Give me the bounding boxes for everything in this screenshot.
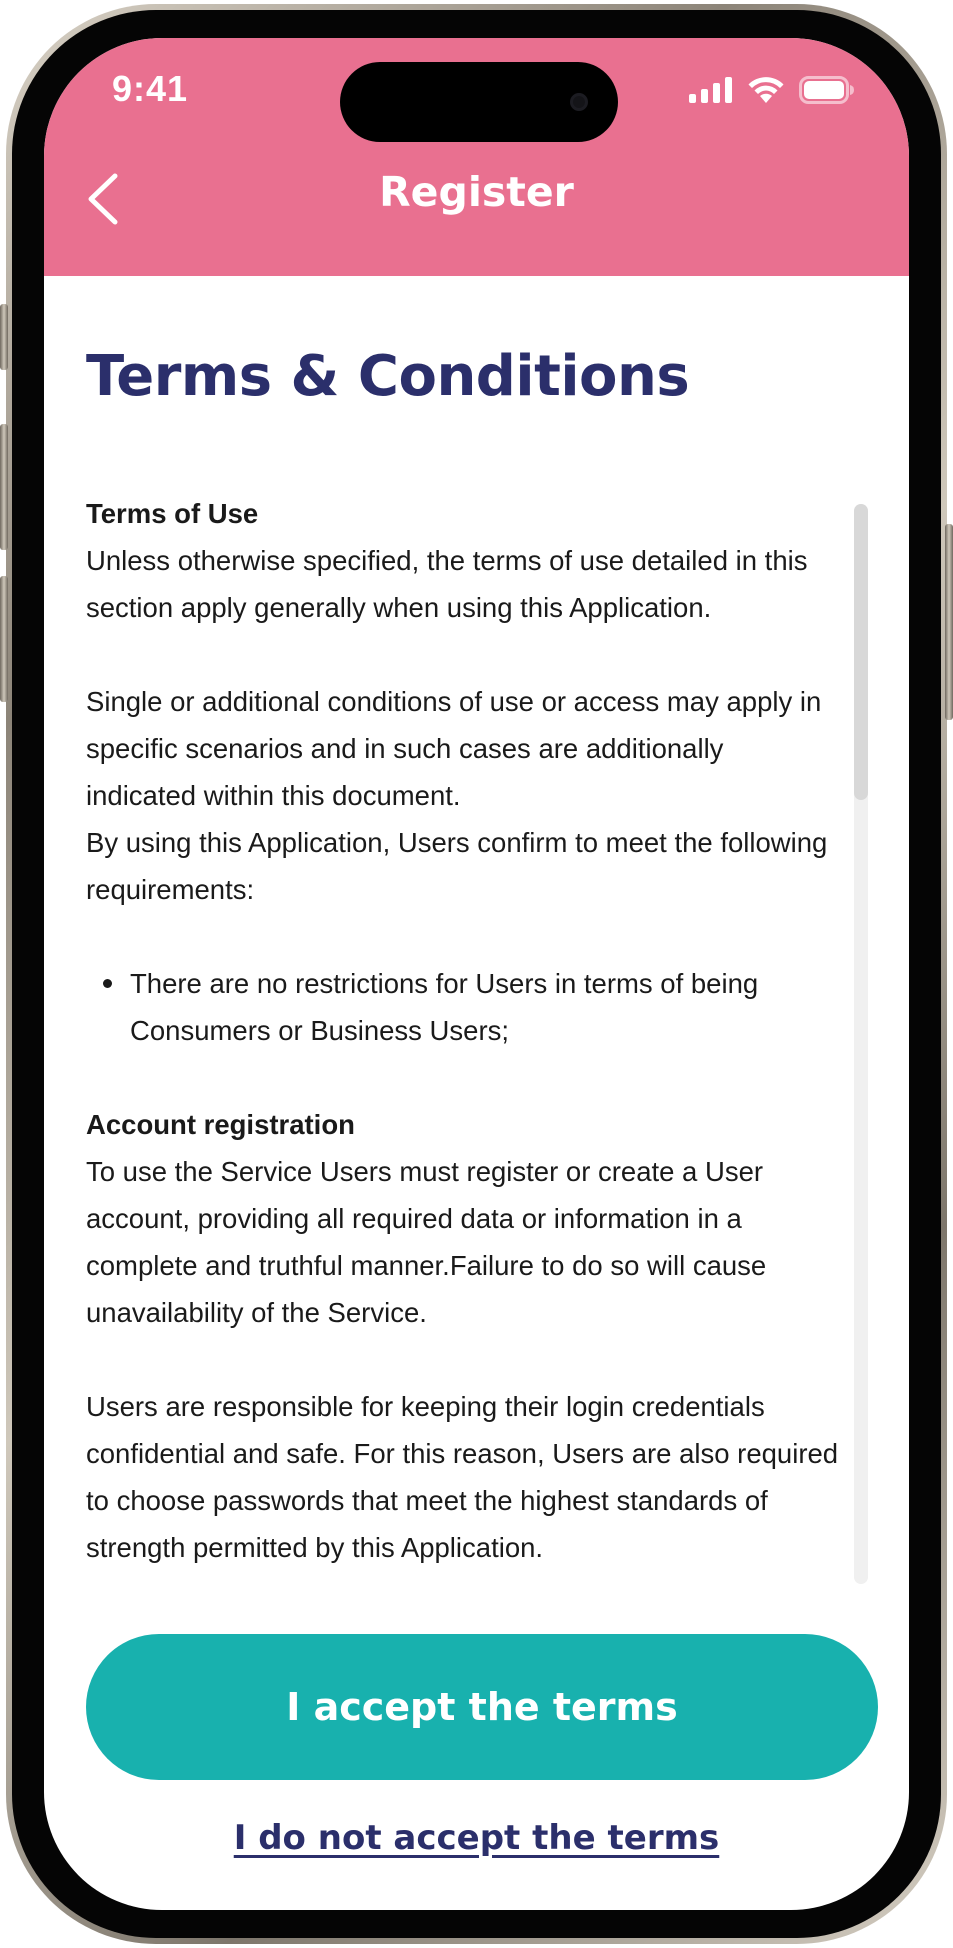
dynamic-island <box>340 62 618 142</box>
header-bar <box>44 38 909 276</box>
terms-paragraph: Users are responsible for keeping their login credentials confidential and safe. For this reason, Users are also required to choose passwords that meet the highest standards of strength permitted by this Application. <box>86 1391 839 1563</box>
terms-paragraph: To use the Service Users must register or create a User account, providing all required data or information in a complete and truthful manner.Failure to do so will cause unavailability of the Service. <box>86 1156 767 1328</box>
section-heading-terms-of-use: Terms of Use <box>86 498 259 529</box>
terms-paragraph: Unless otherwise specified, the terms of use detailed in this section apply generally when using this Application. <box>86 545 808 623</box>
decline-terms-link[interactable]: I do not accept the terms <box>233 1818 720 1858</box>
section-heading-account-registration: Account registration <box>86 1109 355 1140</box>
page-title: Terms & Conditions <box>86 344 690 409</box>
side-button-left-1 <box>0 304 8 370</box>
paragraph-gap <box>86 1336 841 1383</box>
cellular-signal-icon <box>689 77 733 103</box>
list-item: There are no restrictions for Users in terms of being Consumers or Business Users; <box>130 960 841 1054</box>
battery-icon <box>799 76 855 104</box>
paragraph-gap <box>86 631 841 678</box>
scrollbar-track[interactable] <box>854 504 868 1584</box>
scrollbar-thumb[interactable] <box>854 504 868 800</box>
side-button-left-3 <box>0 576 8 702</box>
paragraph-gap <box>86 913 841 960</box>
status-time: 9:41 <box>112 68 189 109</box>
terms-paragraph: By using this Application, Users confirm to meet the following requirements: <box>86 827 828 905</box>
header-title: Register <box>379 168 574 216</box>
side-button-right <box>945 524 953 720</box>
app-screen <box>44 38 909 1910</box>
status-icons <box>689 76 855 104</box>
accept-terms-button[interactable]: I accept the terms <box>86 1634 878 1780</box>
terms-content <box>86 490 841 1571</box>
wifi-icon <box>747 76 785 104</box>
paragraph-gap <box>86 1054 841 1101</box>
requirements-list <box>86 960 841 1054</box>
terms-scroll-area[interactable] <box>86 490 868 1620</box>
camera-icon <box>570 93 588 111</box>
side-button-left-2 <box>0 424 8 550</box>
terms-paragraph: Single or additional conditions of use or access may apply in specific scenarios and in such cases are additionally indicated within this document. <box>86 686 822 811</box>
